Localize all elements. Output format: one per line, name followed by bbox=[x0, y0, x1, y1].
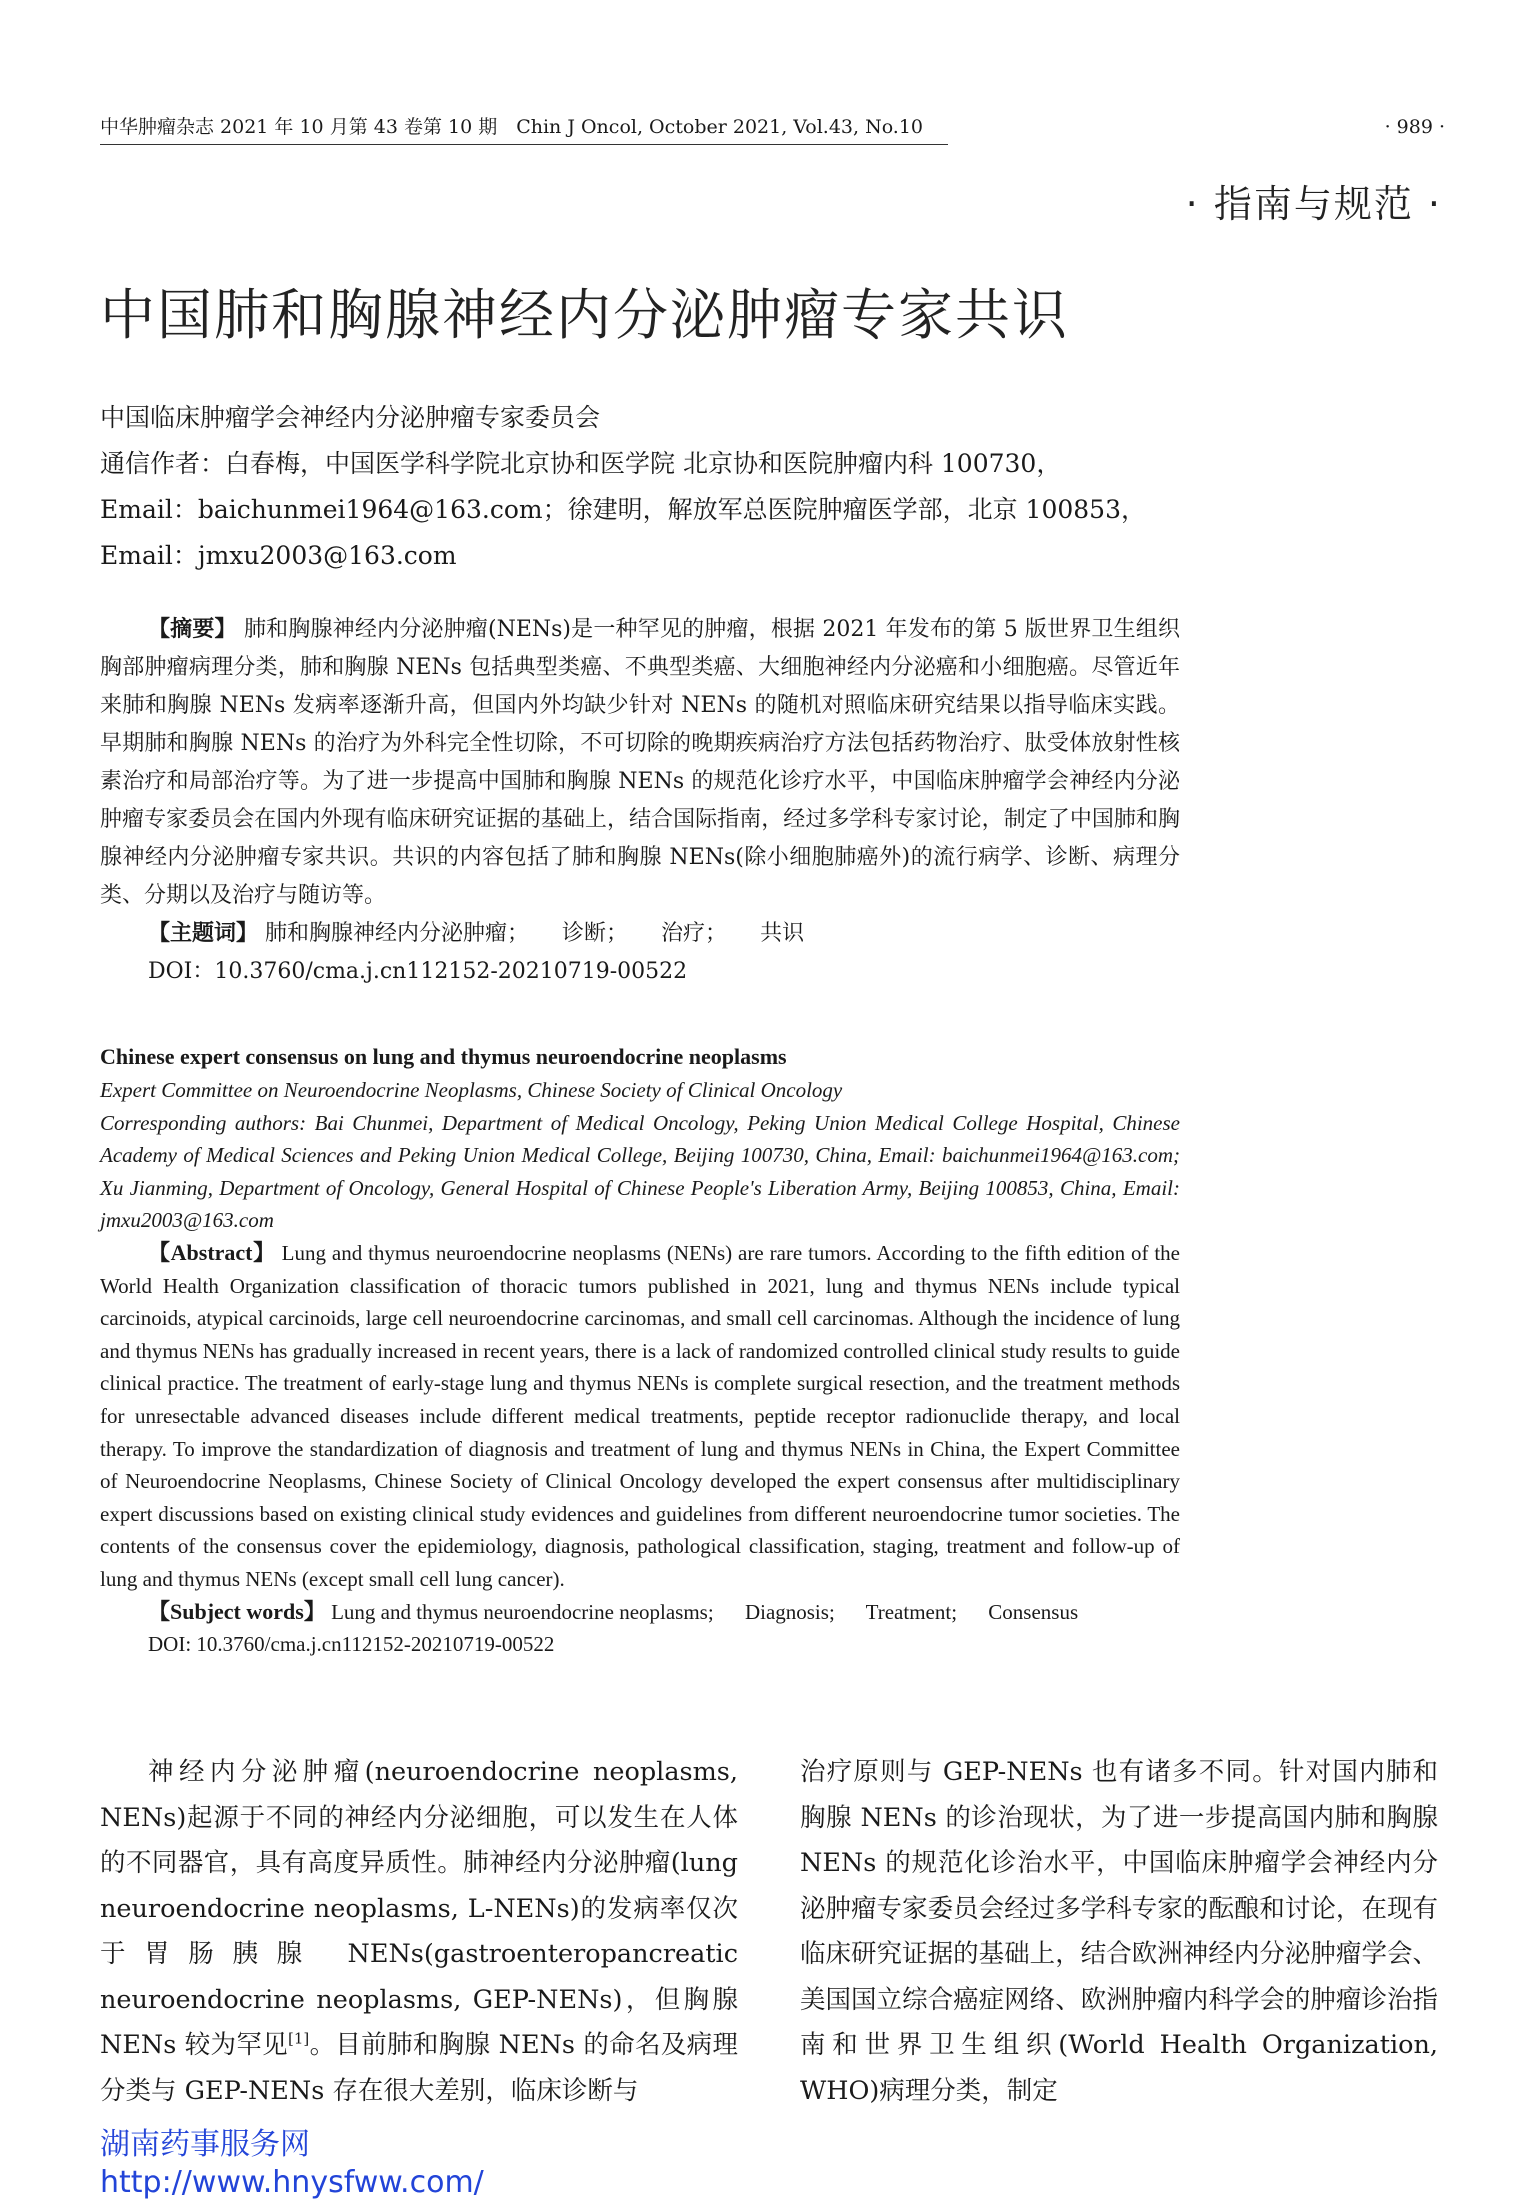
body-text: 神经内分泌肿瘤(neuroendocrine neoplasms, NENs)起源于不同的神经内分泌细胞，可以发生在人体的不同器官，具有高度异质性。肺神经内分泌肿瘤(lung neuroendocrine neoplasms, L-NENs)的发病率仅次于胃肠胰腺 NENs(gastroenteropancreatic neuroendocrine neoplasms, GEP-NENs)，但胸腺 NENs 较为罕见 bbox=[100, 1757, 738, 2060]
english-abstract-text: Lung and thymus neuroendocrine neoplasms (NENs) are rare tumors. According to the fifth edition of the World Health Organization classification of thoracic tumors published in 2021, lung and thymus NENs include typical carcinoids, atypical carcinoids, large cell neuroendocrine carcinomas, and small cell carcinomas. Although the incidence of lung and thymus NENs has gradually increased in recent years, there is a lack of randomized controlled clinical study results to guide clinical practice. The treatment of early-stage lung and thymus NENs is complete surgical resection, and the treatment methods for unresectable advanced diseases include different medical treatments, peptide receptor radionuclide therapy, and local therapy. To improve the standardization of diagnosis and treatment of lung and thymus NENs in China, the Expert Committee of Neuroendocrine Neoplasms, Chinese Society of Clinical Oncology developed the expert consensus after multidisciplinary expert discussions based on existing clinical study evidences and guidelines from different neuroendocrine tumor societies. The contents of the consensus cover the epidemiology, diagnosis, pathological classification, staging, treatment and follow-up of lung and thymus NENs (except small cell lung cancer). bbox=[100, 1240, 1180, 1591]
correspondence-line: 通信作者：白春梅，中国医学科学院北京协和医学院 北京协和医院肿瘤内科 100730， bbox=[100, 449, 1062, 478]
english-committee: Expert Committee on Neuroendocrine Neoplasms, Chinese Society of Clinical Oncology bbox=[100, 1078, 843, 1102]
subject-word: Consensus bbox=[988, 1599, 1079, 1624]
page-number: · 989 · bbox=[1384, 116, 1445, 138]
body-column-right bbox=[800, 1750, 1438, 2114]
authors-cn bbox=[100, 395, 1190, 579]
subject-word: Treatment; bbox=[865, 1599, 958, 1624]
english-corresponding: Corresponding authors: Bai Chunmei, Department of Medical Oncology, Peking Union Medical College Hospital, Chinese Academy of Medical Sciences and Peking Union Medical College, Beijing 100730, China, Email: baichunmei1964@163.com; Xu Jianming, Department of Oncology, General Hospital of Chinese People's Liberation Army, Beijing 100853, China, Email: jmxu2003@163.com bbox=[100, 1110, 1180, 1233]
abstract-cn-label: 【摘要】 bbox=[148, 617, 237, 642]
citation-ref[interactable]: [1] bbox=[288, 2029, 310, 2048]
abstract-cn-text: 肺和胸腺神经内分泌肿瘤(NENs)是一种罕见的肿瘤，根据 2021 年发布的第 5 版世界卫生组织胸部肿瘤病理分类，肺和胸腺 NENs 包括典型类癌、不典型类癌、大细胞神经内分泌癌和小细胞癌。尽管近年来肺和胸腺 NENs 发病率逐渐升高，但国内外均缺少针对 NENs 的随机对照临床研究结果以指导临床实践。早期肺和胸腺 NENs 的治疗为外科完全性切除，不可切除的晚期疾病治疗方法包括药物治疗、肽受体放射性核素治疗和局部治疗等。为了进一步提高中国肺和胸腺 NENs 的规范化诊疗水平，中国临床肿瘤学会神经内分泌肿瘤专家委员会在国内外现有临床研究证据的基础上，结合国际指南，经过多学科专家讨论，制定了中国肺和胸腺神经内分泌肿瘤专家共识。共识的内容包括了肺和胸腺 NENs(除小细胞肺癌外)的流行病学、诊断、病理分类、分期以及治疗与随访等。 bbox=[100, 617, 1180, 908]
journal-info: 中华肿瘤杂志 2021 年 10 月第 43 卷第 10 期 Chin J Oncol, October 2021, Vol.43, No.10 bbox=[100, 116, 924, 138]
english-abstract bbox=[100, 1237, 1180, 1596]
english-abstract-block bbox=[100, 1040, 1180, 1661]
subject-word: Diagnosis; bbox=[744, 1599, 835, 1624]
keyword: 诊断； bbox=[562, 921, 629, 946]
english-title: Chinese expert consensus on lung and thymus neuroendocrine neoplasms bbox=[100, 1044, 787, 1069]
keywords-cn-label: 【主题词】 bbox=[148, 921, 259, 946]
subject-word: Lung and thymus neuroendocrine neoplasms; bbox=[331, 1599, 714, 1624]
watermark-name: 湖南药事服务网 bbox=[100, 2127, 310, 2162]
keyword: 共识 bbox=[760, 921, 805, 946]
keyword: 肺和胸腺神经内分泌肿瘤； bbox=[265, 921, 530, 946]
body-text: 。目前肺和胸腺 NENs 的命名及病理分类与 GEP-NENs 存在很大差别，临床诊断与 bbox=[100, 2030, 738, 2106]
abstract-cn-paragraph bbox=[100, 611, 1180, 915]
committee-name: 中国临床肿瘤学会神经内分泌肿瘤专家委员会 bbox=[100, 403, 601, 432]
running-header bbox=[100, 113, 1445, 147]
english-subject-label: 【Subject words】 bbox=[148, 1598, 326, 1624]
doi-en: DOI: 10.3760/cma.j.cn112152-20210719-00522 bbox=[148, 1632, 555, 1657]
doi-cn: DOI：10.3760/cma.j.cn112152-20210719-00522 bbox=[148, 959, 688, 984]
keywords-cn bbox=[100, 915, 1180, 953]
watermark-url[interactable]: http://www.hnysfww.com/ bbox=[100, 2165, 484, 2200]
english-abstract-label: 【Abstract】 bbox=[148, 1239, 276, 1265]
page-title: 中国肺和胸腺神经内分泌肿瘤专家共识 bbox=[100, 283, 1070, 347]
section-label: · 指南与规范 · bbox=[1185, 182, 1442, 226]
english-subject-words bbox=[100, 1596, 1180, 1629]
abstract-cn bbox=[100, 611, 1180, 991]
watermark bbox=[100, 2126, 484, 2202]
correspondence-line: Email：baichunmei1964@163.com；徐建明，解放军总医院肿瘤医学部，北京 100853， bbox=[100, 495, 1146, 524]
keyword: 治疗； bbox=[661, 921, 728, 946]
body-column-left bbox=[100, 1750, 738, 2114]
body-text: 治疗原则与 GEP-NENs 也有诸多不同。针对国内肺和胸腺 NENs 的诊治现状，为了进一步提高国内肺和胸腺 NENs 的规范化诊治水平，中国临床肿瘤学会神经内分泌肿瘤专家委员会经过多学科专家的酝酿和讨论，在现有临床研究证据的基础上，结合欧洲神经内分泌肿瘤学会、美国国立综合癌症网络、欧洲肿瘤内科学会的肿瘤诊治指南和世界卫生组织(World Health Organization, WHO)病理分类，制定 bbox=[800, 1757, 1438, 2106]
header-rule bbox=[100, 144, 948, 145]
correspondence-line: Email：jmxu2003@163.com bbox=[100, 541, 457, 570]
